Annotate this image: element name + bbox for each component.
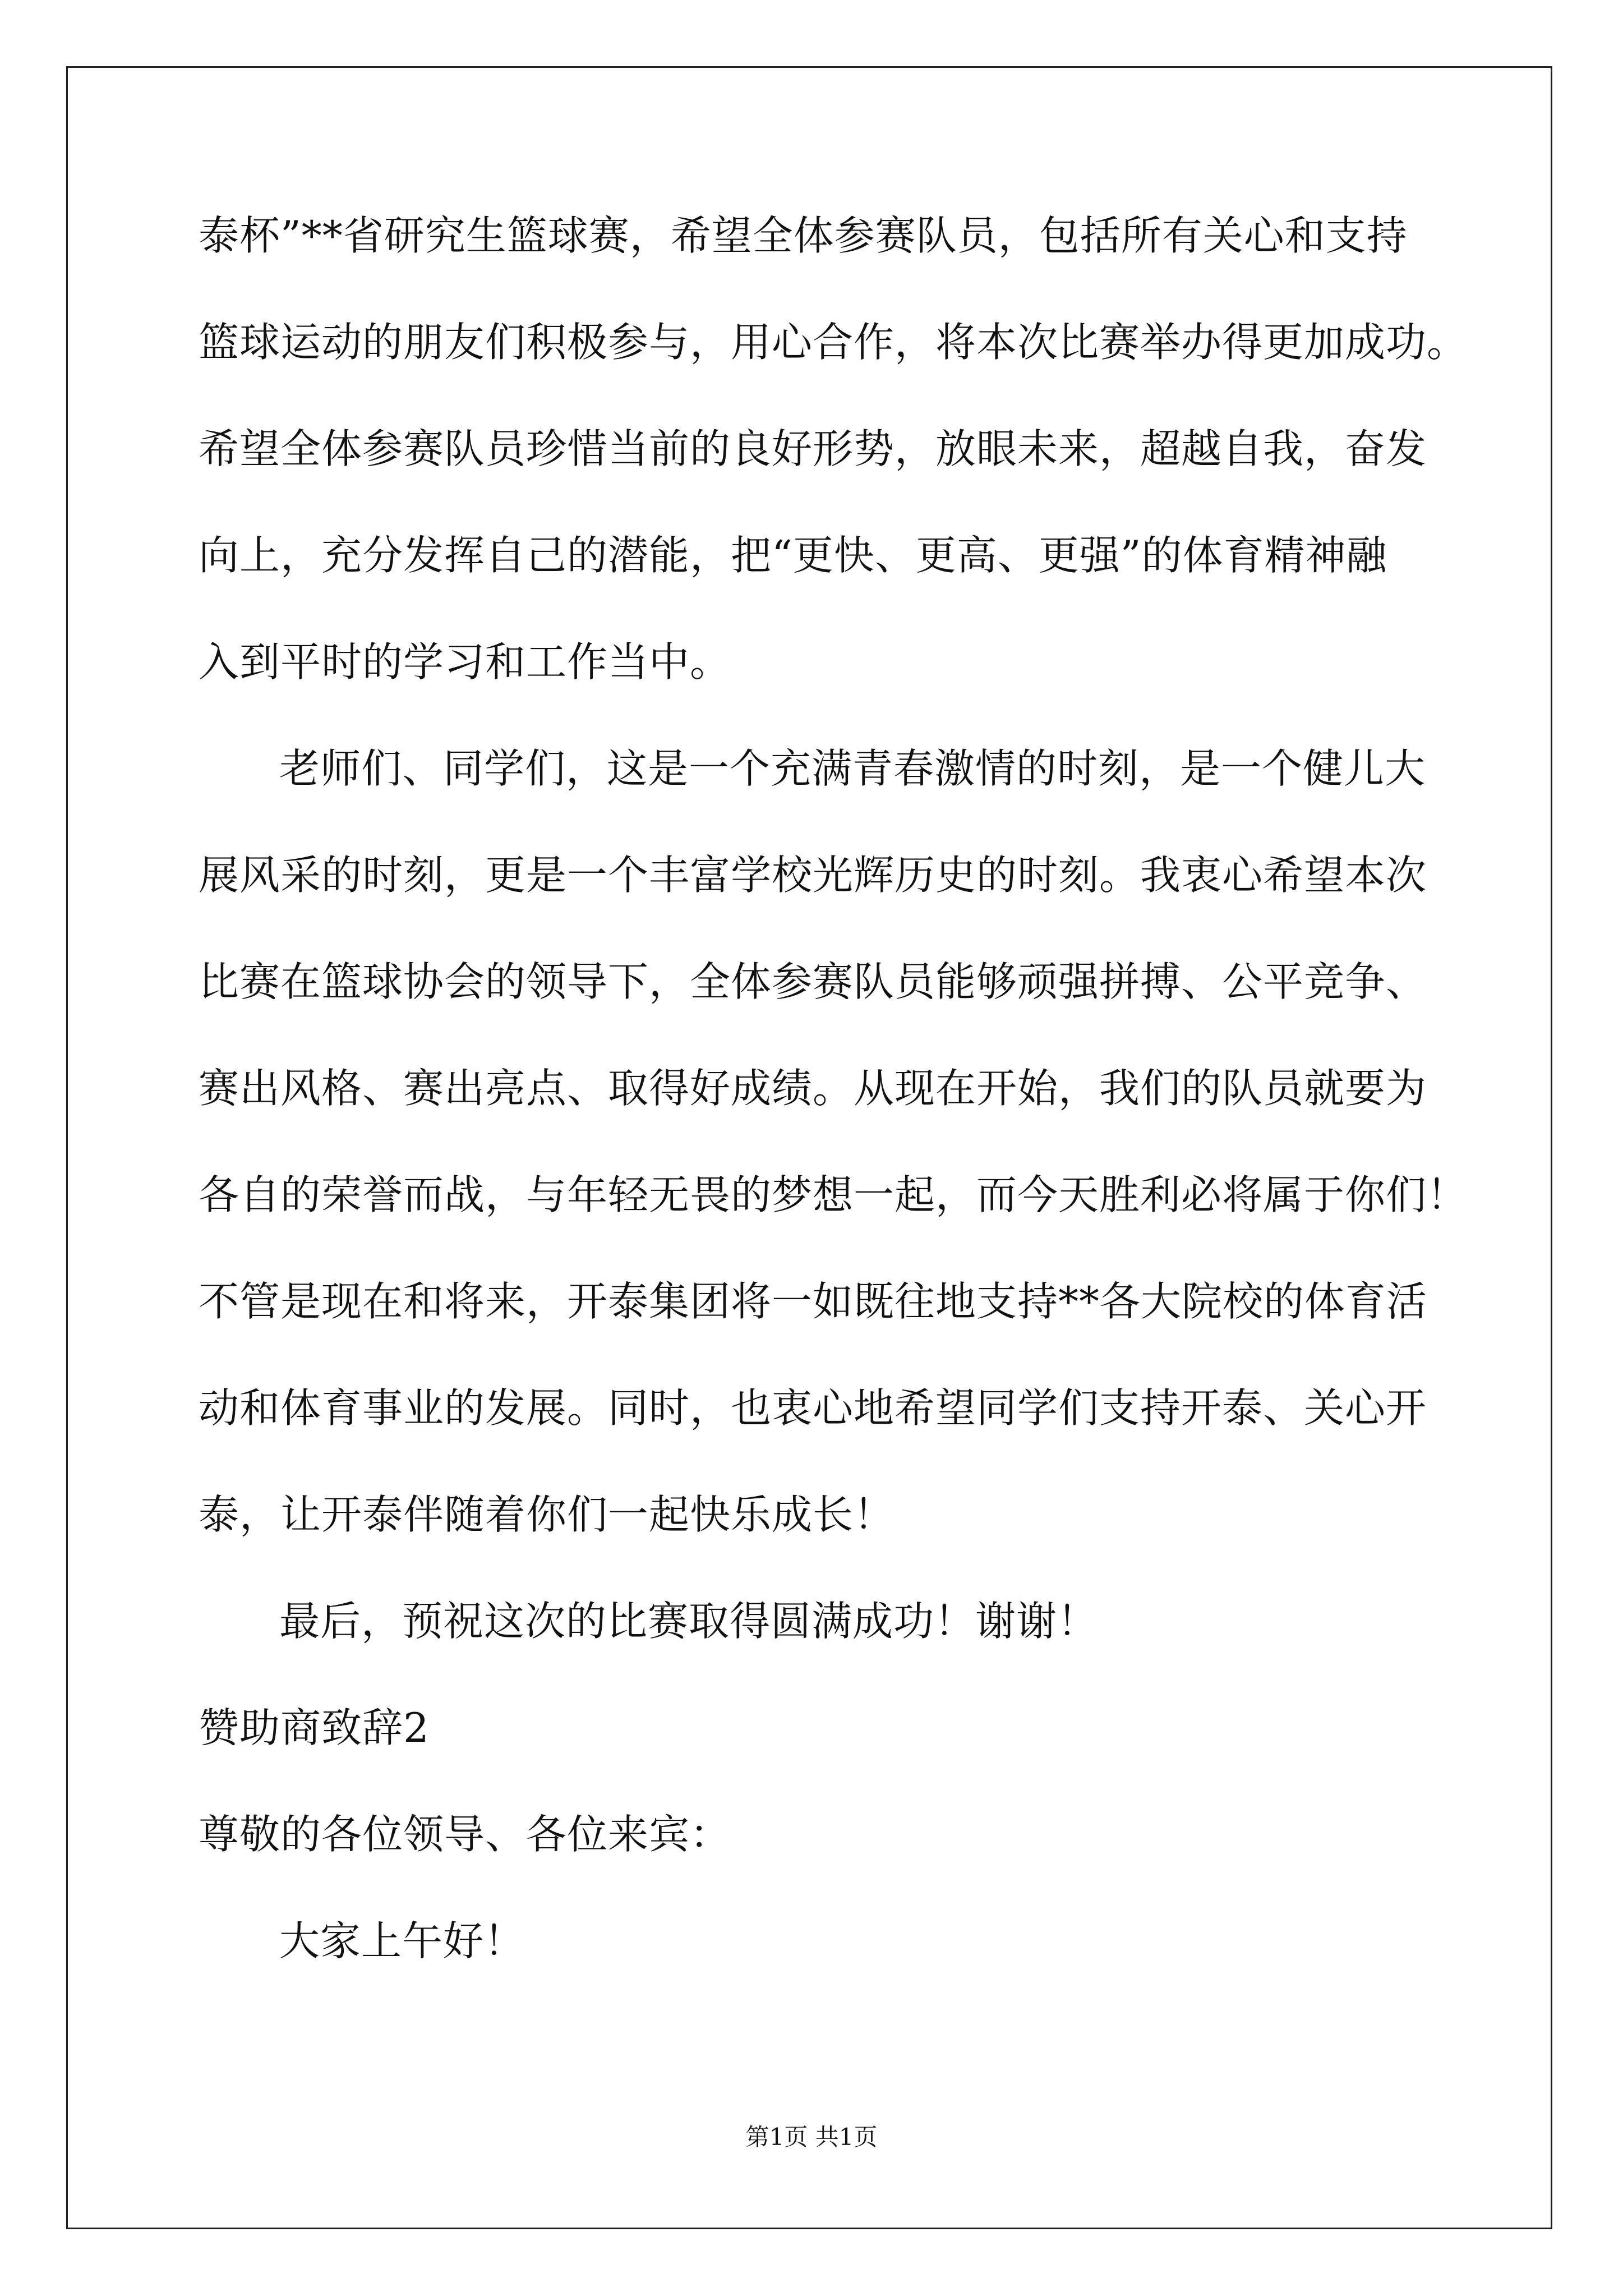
paragraph-line: 向上，充分发挥自己的潜能，把“更快、更高、更强”的体育精神融 [199, 532, 1387, 579]
page-number: 第1页 共1页 [745, 2123, 878, 2151]
paragraph-line: 老师们、同学们，这是一个充满青春激情的时刻，是一个健儿大 [279, 745, 1426, 792]
paragraph-line: 泰杯”**省研究生篮球赛，希望全体参赛队员，包括所有关心和支持 [199, 212, 1408, 259]
section-heading: 赞助商致辞2 [199, 1704, 430, 1751]
closing-line: 最后，预祝这次的比赛取得圆满成功！谢谢！ [279, 1598, 1099, 1645]
greeting: 大家上午好！ [279, 1917, 525, 1964]
salutation: 尊敬的各位领导、各位来宾： [199, 1811, 731, 1858]
paragraph-line: 不管是现在和将来，开泰集团将一如既往地支持**各大院校的体育活 [199, 1278, 1428, 1325]
paragraph-line: 入到平时的学习和工作当中。 [199, 638, 731, 685]
paragraph-line: 比赛在篮球协会的领导下，全体参赛队员能够顽强拼搏、公平竞争、 [199, 958, 1427, 1005]
paragraph-line: 赛出风格、赛出亮点、取得好成绩。从现在开始，我们的队员就要为 [199, 1065, 1427, 1112]
paragraph-line: 各自的荣誉而战，与年轻无畏的梦想一起，而今天胜利必将属于你们！ [199, 1171, 1468, 1218]
paragraph-line: 泰，让开泰伴随着你们一起快乐成长！ [199, 1491, 895, 1538]
paragraph-line: 篮球运动的朋友们积极参与，用心合作，将本次比赛举办得更加成功。 [199, 319, 1468, 366]
page-border [66, 66, 1552, 2229]
paragraph-line: 展风采的时刻，更是一个丰富学校光辉历史的时刻。我衷心希望本次 [199, 852, 1427, 899]
paragraph-line: 动和体育事业的发展。同时，也衷心地希望同学们支持开泰、关心开 [199, 1384, 1427, 1432]
paragraph-line: 希望全体参赛队员珍惜当前的良好形势，放眼未来，超越自我，奋发 [199, 425, 1427, 472]
